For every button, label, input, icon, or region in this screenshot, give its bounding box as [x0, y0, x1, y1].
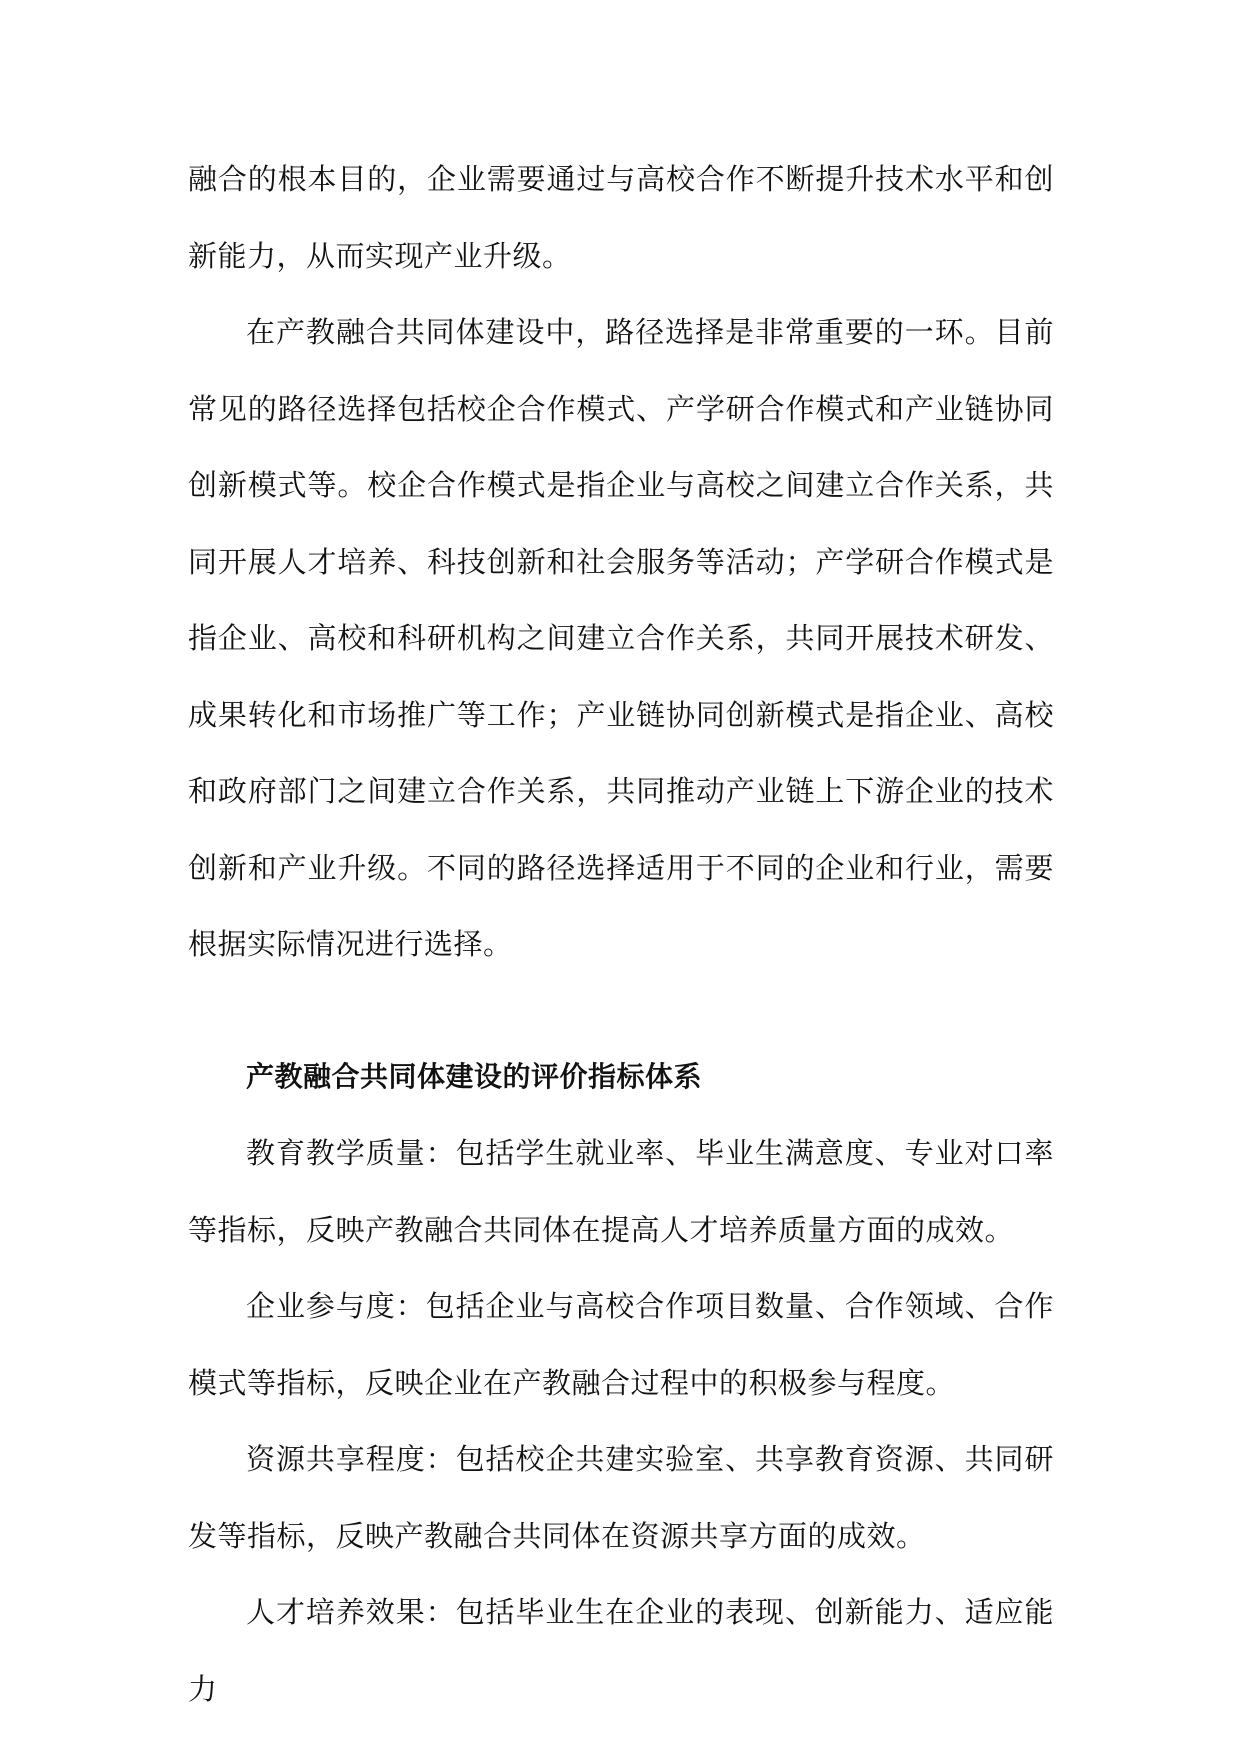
section-heading: 产教融合共同体建设的评价指标体系 — [246, 1059, 703, 1093]
paragraph-resource-sharing: 资源共享程度：包括校企共建实验室、共享教育资源、共同研发等指标，反映产教融合共同体在资源共享方面的成效。 — [188, 1442, 1054, 1553]
paragraph-talent-effect: 人才培养效果：包括毕业生在企业的表现、创新能力、适应能力 — [188, 1595, 1054, 1706]
document-body — [188, 141, 1054, 1727]
paragraph-continuation: 融合的根本目的，企业需要通过与高校合作不断提升技术水平和创新能力，从而实现产业升级。 — [188, 162, 1054, 273]
section-gap — [188, 983, 1054, 1039]
paragraph-teaching-quality: 教育教学质量：包括学生就业率、毕业生满意度、专业对口率等指标，反映产教融合共同体在提高人才培养质量方面的成效。 — [188, 1136, 1054, 1247]
paragraph-path-selection: 在产教融合共同体建设中，路径选择是非常重要的一环。目前常见的路径选择包括校企合作模式、产学研合作模式和产业链协同创新模式等。校企合作模式是指企业与高校之间建立合作关系，共同开展人才培养、科技创新和社会服务等活动；产学研合作模式是指企业、高校和科研机构之间建立合作关系，共同开展技术研发、成果转化和市场推广等工作；产业链协同创新模式是指企业、高校和政府部门之间建立合作关系，共同推动产业链上下游企业的技术创新和产业升级。不同的路径选择适用于不同的企业和行业，需要根据实际情况进行选择。 — [188, 315, 1054, 961]
paragraph-enterprise-participation: 企业参与度：包括企业与高校合作项目数量、合作领域、合作模式等指标，反映企业在产教融合过程中的积极参与程度。 — [188, 1289, 1054, 1400]
